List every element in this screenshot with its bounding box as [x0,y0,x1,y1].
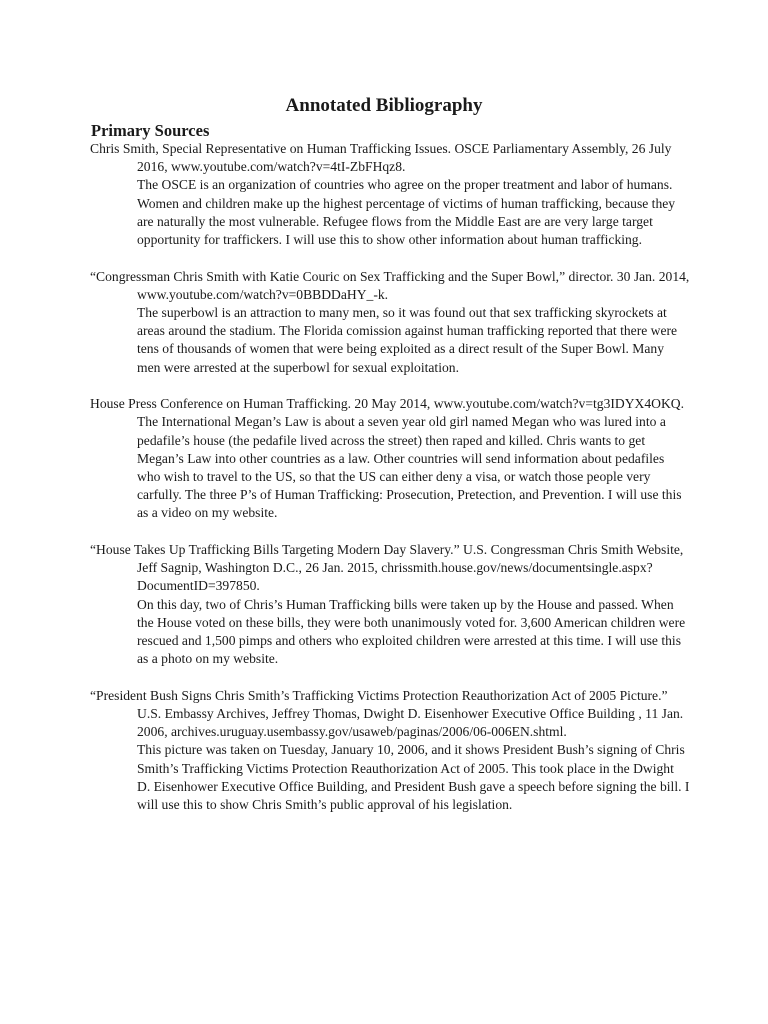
entry-citation: House Press Conference on Human Trafficking. 20 May 2014, www.youtube.com/watch?v=tg3IDYX4OKQ. [90,396,684,412]
entry-annotation: The International Megan’s Law is about a seven year old girl named Megan who was lured into a pedafile’s house (the pedafile lived across the street) then raped and killed. Chris wants to get Megan’s Law into other countries as a law. Other countries will send information about pedafiles who wish to travel to the US, so that the US can either deny a visa, or watch those people very carfully. The three P’s of Human Trafficking: Prosecution, Pretection, and Prevention. I will use this as a video on my website. [137,414,682,521]
entry-annotation: The OSCE is an organization of countries who agree on the proper treatment and labor of humans. Women and children make up the highest percentage of victims of human trafficking, because they are naturally the most vulnerable. Refugee flows from the Middle East are are very large target opportunity for traffickers. I will use this to show other information about human trafficking. [137,177,676,248]
entry-spacer [90,249,690,267]
entry-citation: “Congressman Chris Smith with Katie Couric on Sex Trafficking and the Super Bowl,” director. 30 Jan. 2014, www.youtube.com/watch?v=0BBDDaHY_-k. [90,268,690,302]
bibliography-entry-4 [90,541,690,668]
page-title: Annotated Bibliography [285,95,483,116]
entry-annotation: The superbowl is an attraction to many men, so it was found out that sex trafficking skyrockets at areas around the stadium. The Florida comission against human trafficking reported that there were tens of thousands of women that were being exploited as a direct result of the Super Bowl. Many men were arrested at the superbowl for sexual exploitation. [137,305,678,375]
entry-annotation: This picture was taken on Tuesday, January 10, 2006, and it shows President Bush’s signing of Chris Smith’s Trafficking Victims Protection Reauthorization Act of 2005. This took place in the Dwight D. Eisenhower Executive Office Building, and President Bush gave a speech before signing the bill. I will use this to show Chris Smith’s public approval of his legislation. [137,742,690,813]
bibliography-entry-1 [90,140,690,249]
entry-annotation: On this day, two of Chris’s Human Trafficking bills were taken up by the House and passed. When the House voted on these bills, they were both unanimously voted for. 3,600 American children were rescued and 1,500 pimps and others who exploited children were arrested at this time. I will use this as a photo on my website. [137,596,686,667]
entry-spacer [90,377,690,395]
section-heading: Primary Sources [91,121,210,140]
entry-spacer [90,668,690,686]
bibliography-entry-2 [90,268,690,377]
entry-spacer [90,523,690,541]
entry-citation: “House Takes Up Trafficking Bills Targeting Modern Day Slavery.” U.S. Congressman Chris Smith Website, Jeff Sagnip, Washington D.C., 26 Jan. 2015, chrissmith.house.gov/news/documentsingle.aspx?DocumentID=397850. [90,542,684,594]
entry-citation: “President Bush Signs Chris Smith’s Trafficking Victims Protection Reauthorization Act of 2005 Picture.” U.S. Embassy Archives, Jeffrey Thomas, Dwight D. Eisenhower Executive Office Building , 11 Jan. 2006, archives.uruguay.usembassy.gov/usaweb/paginas/2006/06-006EN.shtml. [90,687,684,740]
bibliography-entry-5 [90,687,690,814]
entry-citation: Chris Smith, Special Representative on Human Trafficking Issues. OSCE Parliamentary Assembly, 26 July 2016, www.youtube.com/watch?v=4tI-ZbFHqz8. [90,141,672,175]
bibliography-entries [90,140,690,814]
bibliography-entry-3 [90,395,690,522]
